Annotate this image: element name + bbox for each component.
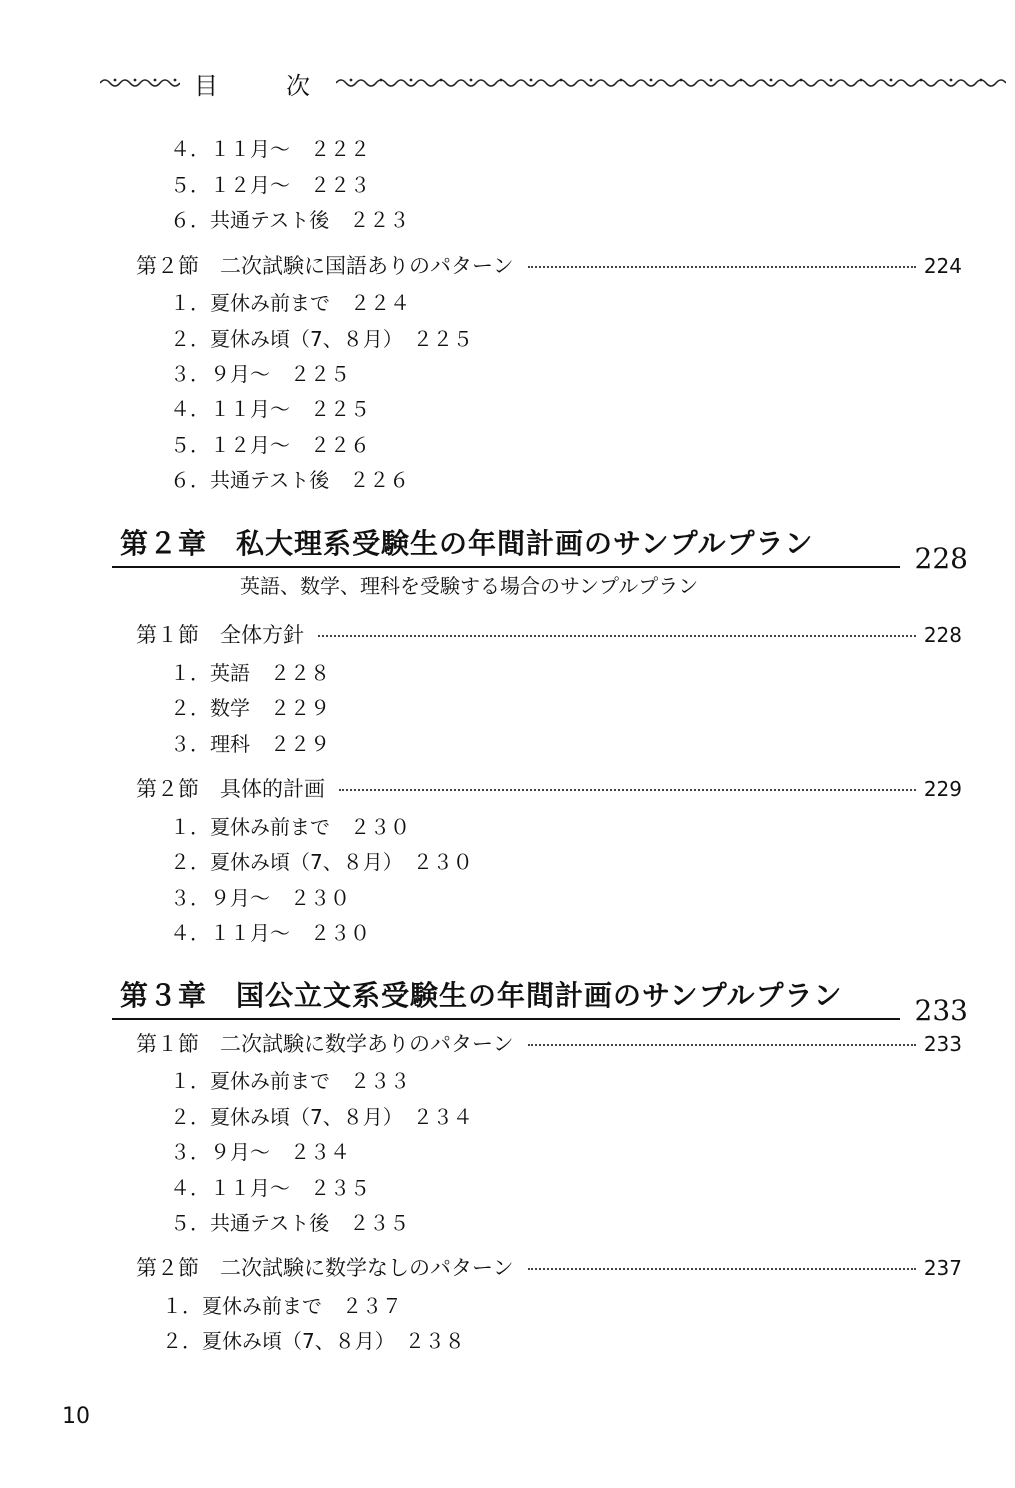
toc-subitem[interactable]: ３．９月～ ２３４	[170, 1140, 350, 1164]
leader-dots	[318, 634, 916, 637]
toc-subitem[interactable]: ６．共通テスト後 ２２６	[170, 468, 410, 492]
chapter-rule	[112, 1018, 900, 1020]
toc-subitem[interactable]: ５．共通テスト後 ２３５	[170, 1211, 410, 1235]
toc-subitem[interactable]: １．夏休み前まで ２３３	[170, 1069, 410, 1093]
toc-subitem[interactable]: ２．夏休み頃（7、８月） ２３０	[170, 850, 473, 874]
chapter-subtitle: 英語、数学、理科を受験する場合のサンプルプラン	[240, 574, 699, 598]
toc-subitem[interactable]: ４．１１月～ ２３０	[170, 921, 370, 945]
toc-subitem[interactable]: ４．１１月～ ２２５	[170, 397, 370, 421]
toc-header	[100, 66, 943, 100]
toc-subitem[interactable]: ２．夏休み頃（7、８月） ２２５	[170, 327, 473, 351]
toc-subitem[interactable]: ２．夏休み頃（7、８月） ２３８	[162, 1329, 465, 1353]
section-page: 228	[923, 623, 962, 647]
toc-title: 目 次	[194, 71, 332, 100]
leader-dots	[528, 1267, 916, 1270]
section-page: 224	[923, 254, 962, 278]
section-page: 233	[923, 1032, 962, 1056]
section-title: 第１節 全体方針	[136, 623, 304, 647]
leader-dots	[339, 788, 916, 791]
toc-subitem[interactable]: １．夏休み前まで ２３７	[162, 1294, 402, 1318]
toc-subitem[interactable]: ５．１２月～ ２２３	[170, 173, 370, 197]
toc-subitem[interactable]: ３．９月～ ２２５	[170, 362, 350, 386]
toc-section[interactable]	[136, 1253, 962, 1283]
toc-subitem[interactable]: ４．１１月～ ２２２	[170, 137, 370, 161]
toc-section[interactable]	[136, 251, 962, 281]
section-title: 第２節 具体的計画	[136, 777, 325, 801]
ornament-left-icon	[100, 76, 180, 90]
section-page: 237	[923, 1256, 962, 1280]
chapter-page: 228	[914, 542, 968, 575]
toc-subitem[interactable]: ３．９月～ ２３０	[170, 886, 350, 910]
toc-subitem[interactable]: １．英語 ２２８	[170, 661, 330, 685]
toc-subitem[interactable]: ４．１１月～ ２３５	[170, 1176, 370, 1200]
chapter-title: 第２章 私大理系受験生の年間計画のサンプルプラン	[120, 527, 814, 560]
toc-subitem[interactable]: １．夏休み前まで ２２４	[170, 291, 410, 315]
toc-subitem[interactable]: ６．共通テスト後 ２２３	[170, 208, 410, 232]
section-title: 第２節 二次試験に数学なしのパターン	[136, 1256, 514, 1280]
leader-dots	[528, 265, 916, 268]
page-number: 10	[62, 1404, 90, 1429]
section-title: 第２節 二次試験に国語ありのパターン	[136, 254, 514, 278]
toc-subitem[interactable]: ３．理科 ２２９	[170, 732, 330, 756]
chapter-page: 233	[914, 994, 968, 1027]
section-title: 第１節 二次試験に数学ありのパターン	[136, 1032, 514, 1056]
leader-dots	[528, 1043, 916, 1046]
toc-section[interactable]	[136, 1029, 962, 1059]
toc-section[interactable]	[136, 620, 962, 650]
toc-subitem[interactable]: ２．数学 ２２９	[170, 696, 330, 720]
chapter-title: 第３章 国公立文系受験生の年間計画のサンプルプラン	[120, 979, 843, 1012]
toc-subitem[interactable]: ２．夏休み頃（7、８月） ２３４	[170, 1105, 473, 1129]
toc-subitem[interactable]: １．夏休み前まで ２３０	[170, 815, 410, 839]
toc-section[interactable]	[136, 774, 962, 804]
chapter-rule	[112, 566, 900, 568]
section-page: 229	[923, 777, 962, 801]
toc-chapter[interactable]	[112, 974, 968, 1030]
ornament-right-icon	[336, 76, 1006, 90]
toc-subitem[interactable]: ５．１２月～ ２２６	[170, 433, 370, 457]
